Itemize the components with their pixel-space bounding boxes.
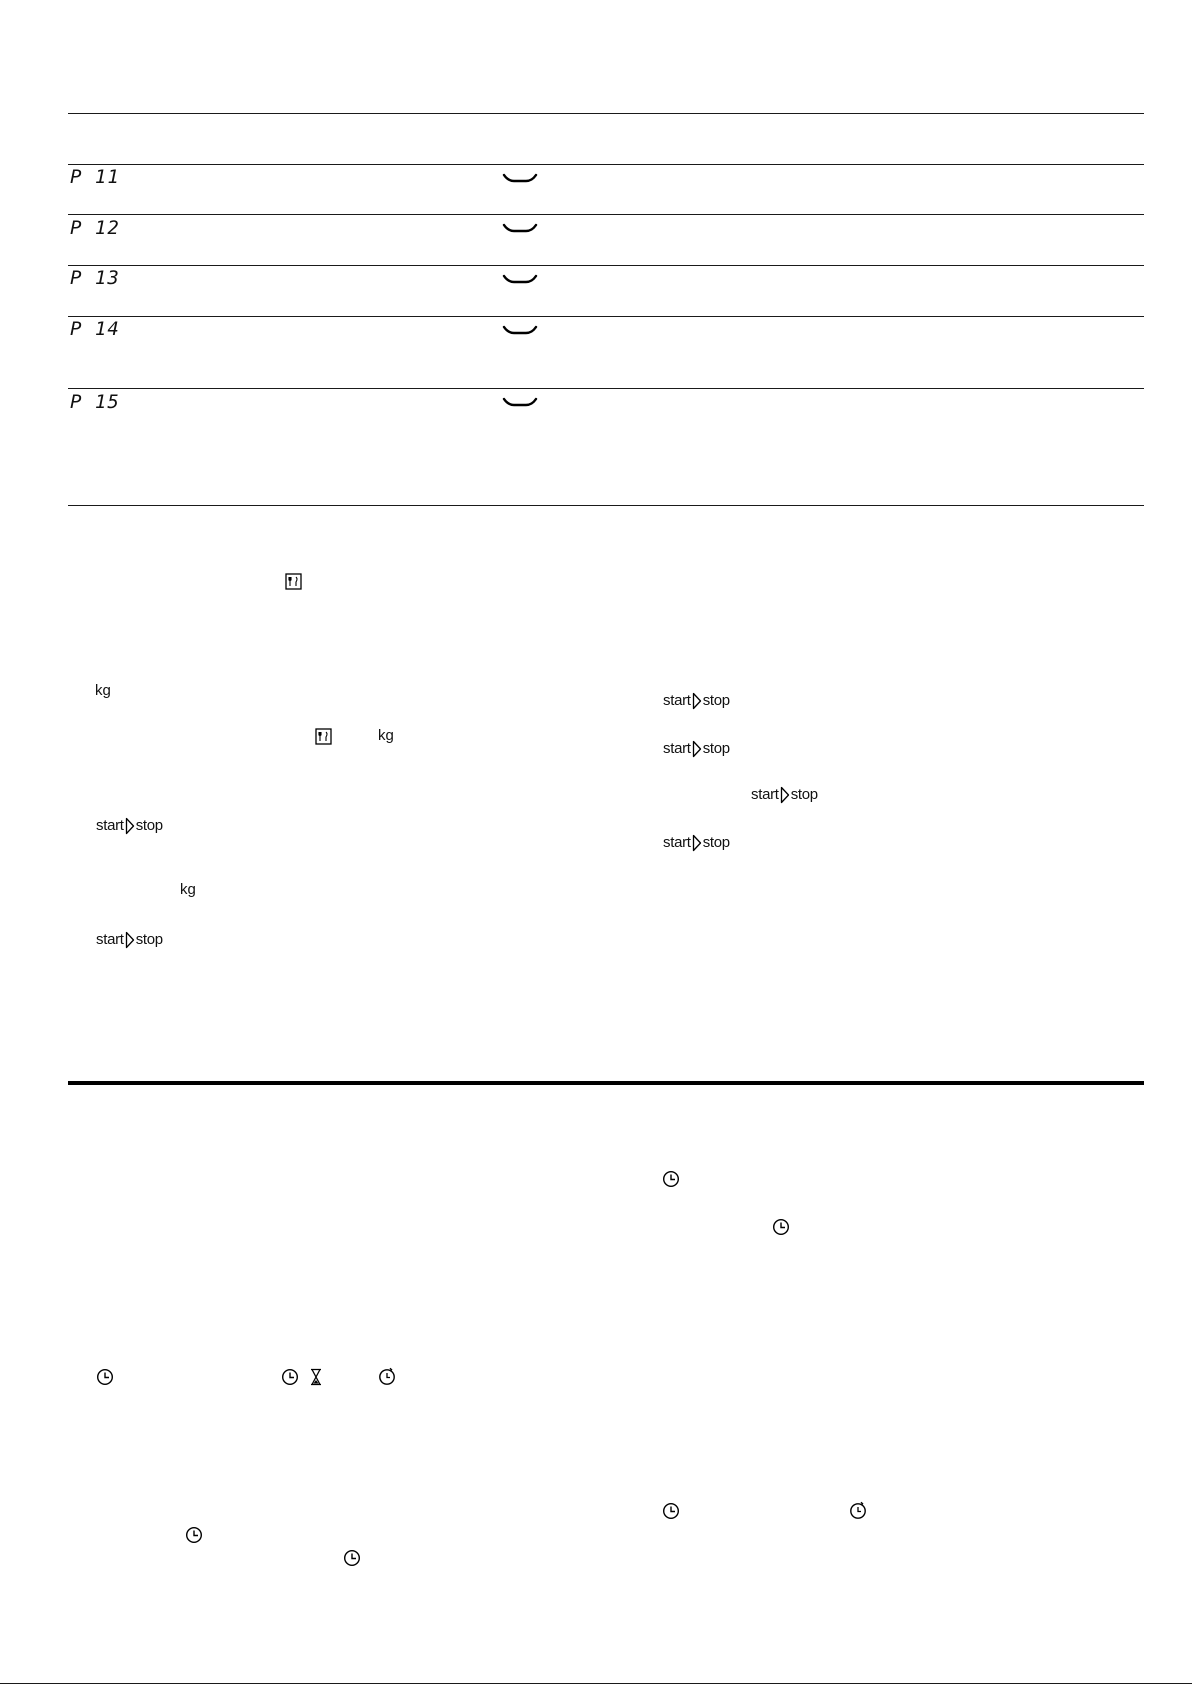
bridge-symbol-icon	[502, 173, 538, 185]
bridge-symbol-icon	[502, 223, 538, 235]
table-row-divider	[68, 265, 1144, 266]
program-code: P 13	[70, 267, 120, 289]
program-code: P 11	[70, 166, 120, 188]
program-code: P 14	[70, 318, 120, 340]
clock-icon	[662, 1170, 680, 1188]
section-divider	[68, 1081, 1144, 1085]
page-bottom-rule	[0, 1683, 1192, 1684]
table-header-rule	[68, 164, 1144, 165]
start-stop-play-icon	[692, 834, 702, 852]
cutlery-box-icon	[315, 728, 332, 745]
start-stop-play-icon	[692, 692, 702, 710]
cutlery-box-icon	[285, 573, 302, 590]
start-stop-button-symbol: start stop	[751, 786, 818, 803]
bridge-symbol-icon	[502, 274, 538, 286]
start-stop-button-symbol: start stop	[96, 817, 163, 834]
weight-unit-kg: kg	[95, 682, 111, 699]
hourglass-icon	[309, 1368, 323, 1386]
start-stop-button-symbol: start stop	[663, 692, 730, 709]
start-stop-button-symbol: start stop	[663, 740, 730, 757]
program-code: P 12	[70, 217, 120, 239]
start-stop-button-symbol: start stop	[663, 834, 730, 851]
start-stop-play-icon	[125, 817, 135, 835]
bridge-symbol-icon	[502, 397, 538, 409]
stopwatch-icon	[378, 1367, 396, 1386]
program-code: P 15	[70, 391, 120, 413]
weight-unit-kg: kg	[378, 727, 394, 744]
weight-unit-kg: kg	[180, 881, 196, 898]
table-top-rule	[68, 113, 1144, 114]
table-row-divider	[68, 214, 1144, 215]
stopwatch-icon	[849, 1501, 867, 1520]
table-row-divider	[68, 388, 1144, 389]
start-stop-play-icon	[780, 786, 790, 804]
table-row-divider	[68, 316, 1144, 317]
clock-icon	[662, 1502, 680, 1520]
clock-icon	[185, 1526, 203, 1544]
clock-icon	[343, 1549, 361, 1567]
clock-icon	[772, 1218, 790, 1236]
table-bottom-rule	[68, 505, 1144, 506]
clock-icon	[281, 1368, 299, 1386]
bridge-symbol-icon	[502, 325, 538, 337]
start-stop-button-symbol: start stop	[96, 931, 163, 948]
start-stop-play-icon	[692, 740, 702, 758]
start-stop-play-icon	[125, 931, 135, 949]
clock-icon	[96, 1368, 114, 1386]
